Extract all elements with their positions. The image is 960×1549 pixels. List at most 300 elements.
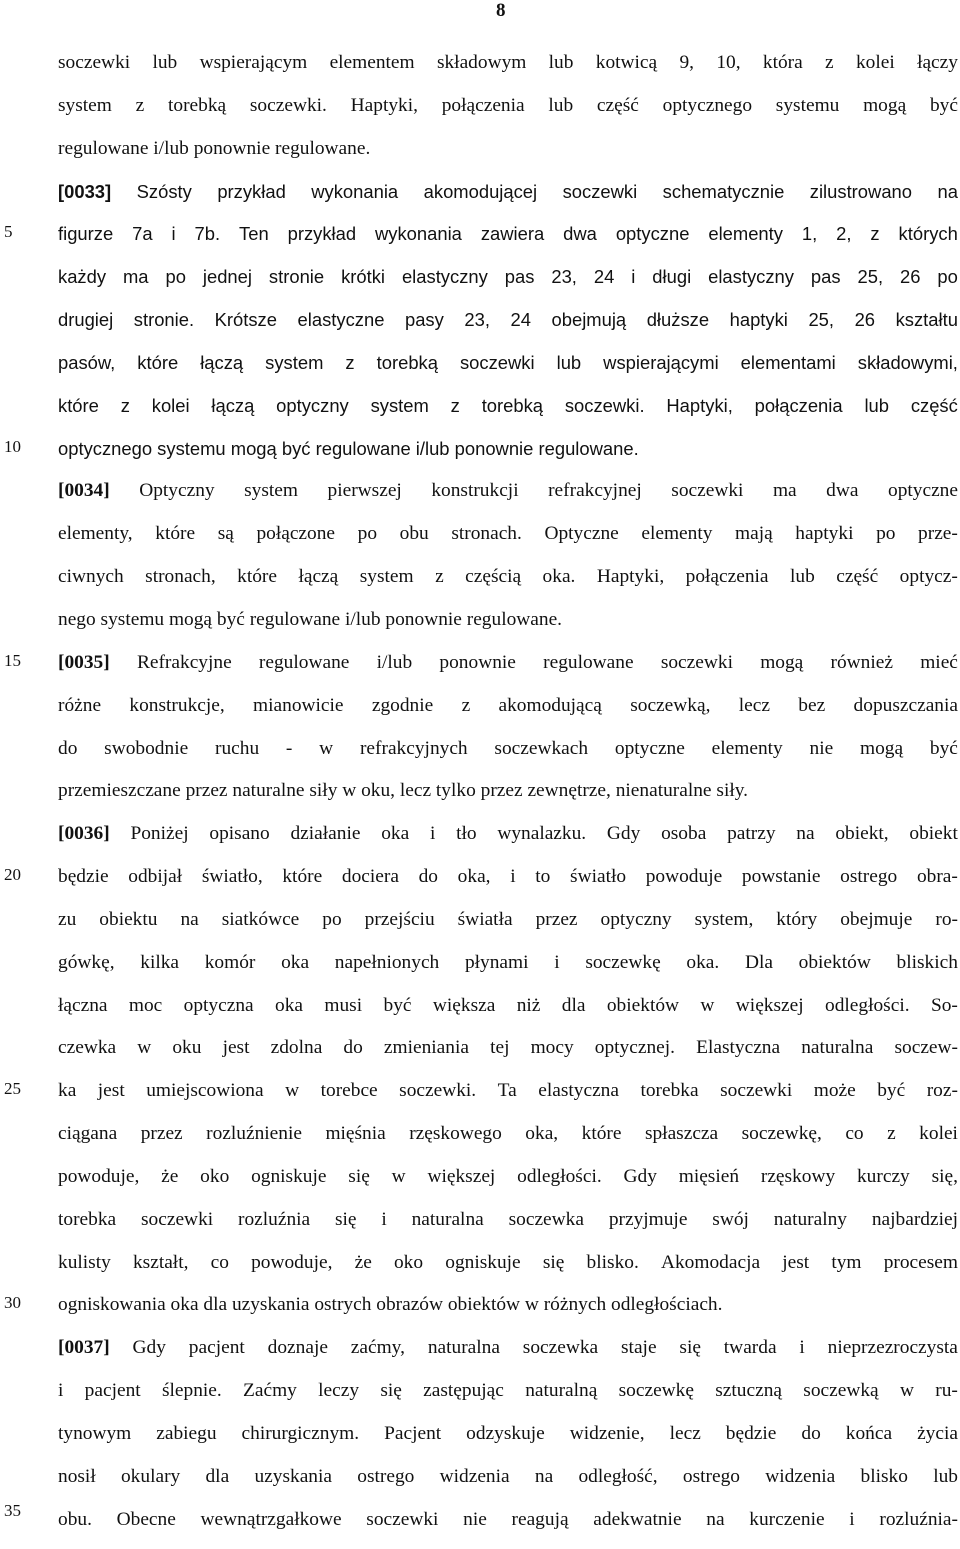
word: ka — [58, 1080, 77, 1102]
word: łączy — [917, 52, 958, 73]
word: po — [165, 266, 186, 288]
word: 24 — [510, 309, 531, 331]
paragraph-number: [0037] — [58, 1337, 110, 1359]
word: długi — [652, 266, 692, 288]
word: regulowane — [543, 651, 634, 673]
word: ponownie — [439, 651, 516, 673]
word: czewka — [58, 1037, 117, 1059]
word: i — [381, 1208, 387, 1230]
word: system — [244, 480, 298, 502]
word: z — [345, 351, 355, 373]
word: naturalna — [427, 1337, 500, 1359]
word: zilustrowano — [809, 180, 912, 202]
word: ruchu — [214, 737, 260, 759]
word: 23, — [464, 309, 490, 331]
word: Elastyczna — [696, 1037, 781, 1059]
word: być — [877, 1080, 906, 1102]
text-line — [58, 863, 958, 906]
word: widzenia — [765, 1465, 836, 1487]
text-line — [58, 1463, 958, 1506]
text-line — [58, 949, 958, 992]
word: elastyczny — [708, 266, 794, 288]
word: system — [58, 94, 112, 116]
word: na — [534, 1465, 554, 1487]
word: łączna — [58, 994, 108, 1016]
word: na — [706, 1508, 725, 1530]
word: 1, — [801, 223, 818, 245]
word: lub — [556, 351, 582, 373]
word: figurze — [58, 223, 114, 245]
word: dociera — [341, 866, 399, 888]
line-number: 5 — [4, 222, 13, 241]
word: których — [898, 223, 958, 245]
word: Pacjent — [384, 1423, 442, 1444]
word: z — [461, 694, 471, 716]
word: oka — [281, 951, 310, 973]
word: część — [910, 394, 958, 416]
word: i — [631, 266, 636, 288]
word: po — [876, 523, 896, 545]
word: patrzy — [727, 823, 776, 845]
word: mieć — [920, 651, 958, 673]
word: światła — [457, 908, 513, 930]
word: łączą — [211, 394, 255, 416]
text-line — [58, 992, 958, 1035]
word: soczewka — [508, 1208, 584, 1230]
word: soczewki — [141, 1208, 214, 1230]
word: który — [776, 908, 818, 930]
text-line — [58, 1249, 958, 1292]
word: w — [319, 737, 334, 759]
word: się — [348, 1165, 370, 1187]
word: mięsień — [678, 1165, 740, 1187]
word: oka, — [525, 1123, 559, 1145]
word: kurczy — [856, 1165, 910, 1187]
word: zdolna — [270, 1037, 323, 1059]
word: do — [418, 866, 438, 888]
word: się — [679, 1337, 701, 1359]
word: mogą — [760, 651, 804, 673]
word: lub — [548, 94, 574, 116]
word: torebką — [376, 351, 438, 373]
word: mają — [735, 523, 773, 545]
word: optyczne — [614, 737, 685, 759]
word: nie — [809, 737, 834, 759]
word: mięśnia — [325, 1123, 386, 1145]
word: optyczne — [888, 480, 958, 502]
word: i — [510, 866, 516, 888]
word: odległość, — [578, 1465, 658, 1487]
word: przykład — [217, 180, 286, 202]
word: z — [120, 394, 130, 416]
word: ru- — [935, 1380, 958, 1402]
paragraph-number: [0034] — [58, 480, 110, 502]
word: procesem — [883, 1251, 958, 1273]
word: tym — [831, 1251, 862, 1273]
word: być — [929, 94, 958, 116]
text-line — [58, 906, 958, 949]
word: nieprzezroczysta — [827, 1337, 958, 1359]
text-line — [58, 135, 958, 178]
line-text: nego systemu mogą być regulowane i/lub ponownie regulowane. — [58, 608, 563, 630]
text-line — [58, 435, 958, 478]
word: Poniżej — [130, 823, 189, 845]
word: różne — [58, 694, 102, 716]
word: optycz- — [899, 566, 958, 588]
text-line — [58, 735, 958, 778]
word: i/lub — [376, 651, 413, 673]
word: Gdy — [623, 1165, 657, 1187]
word: światło, — [201, 866, 263, 888]
word: optyczne — [615, 223, 690, 245]
word: kolei — [919, 1123, 958, 1145]
word: prze- — [918, 523, 958, 545]
word: torebką — [167, 94, 227, 116]
word: które — [581, 1123, 622, 1145]
page-number: 8 — [496, 0, 506, 21]
word: połączenia — [754, 394, 843, 416]
word: widzenie, — [569, 1423, 645, 1444]
text-line — [58, 692, 958, 735]
word: przejściu — [364, 908, 435, 930]
line-text: ogniskowania oka dla uzyskania ostrych obrazów obiektów w różnych odległościach. — [58, 1294, 723, 1316]
word: połączone — [256, 523, 336, 545]
word: są — [217, 523, 234, 545]
word: 23, — [551, 266, 577, 288]
word: rzęskowy — [760, 1165, 836, 1187]
word: sztuczną — [715, 1380, 783, 1402]
word: pas — [810, 266, 841, 288]
word: system, — [694, 908, 754, 930]
word: zawiera — [480, 223, 545, 245]
word: zu — [58, 908, 77, 930]
word: będzie — [58, 866, 109, 888]
word: soczewki — [58, 52, 131, 73]
word: drugiej — [58, 309, 114, 331]
word: łączą — [200, 351, 244, 373]
word: przykład — [287, 223, 357, 245]
word: z — [887, 1123, 896, 1145]
word: i — [429, 823, 436, 845]
word: obiektów — [798, 951, 871, 973]
word: rozluźnienie — [206, 1123, 302, 1145]
word: roz- — [926, 1080, 958, 1102]
line-number: 20 — [4, 865, 21, 884]
word: adekwatnie — [593, 1508, 682, 1530]
word: oka. — [542, 566, 576, 588]
word: która — [762, 52, 803, 73]
line-number: 10 — [4, 437, 21, 456]
word: torebce — [320, 1080, 378, 1102]
word: się — [334, 1208, 357, 1230]
word: kurczenie — [749, 1508, 825, 1530]
word: soczewki — [459, 351, 535, 373]
word: przez — [140, 1123, 183, 1145]
word: na — [180, 908, 199, 930]
word: elementy, — [58, 523, 133, 545]
text-line — [58, 1377, 958, 1420]
word: w — [391, 1165, 406, 1187]
word: nie — [463, 1508, 487, 1530]
word: obu — [399, 523, 429, 545]
line-text: regulowane i/lub ponownie regulowane. — [58, 137, 371, 159]
word: składowym — [436, 52, 527, 73]
word: oka — [381, 823, 410, 845]
word: w — [700, 994, 715, 1016]
word: widzenia — [439, 1465, 510, 1487]
word: Dla — [744, 951, 773, 973]
word: soczewki — [562, 180, 638, 202]
paragraph-number: [0036] — [58, 823, 110, 845]
word: uzyskania — [254, 1465, 332, 1487]
word: blisko — [860, 1465, 908, 1487]
word: dla — [205, 1465, 230, 1487]
word: napełnionych — [334, 951, 440, 973]
word: że — [161, 1165, 179, 1187]
word: może — [813, 1080, 856, 1102]
word: kulisty — [58, 1251, 111, 1273]
word: soczewki — [366, 1508, 439, 1530]
word: pasy — [404, 309, 444, 331]
word: soczewki. — [564, 394, 645, 416]
word: ma — [772, 480, 797, 502]
word: krótki — [341, 266, 386, 288]
word: akomodującą — [498, 694, 602, 716]
word: odległości. — [517, 1165, 602, 1187]
word: które — [155, 523, 196, 545]
word: komór — [204, 951, 256, 973]
word: soczewki — [671, 480, 744, 502]
word: pasów, — [58, 351, 116, 373]
word: torebka — [58, 1208, 117, 1230]
word: w — [285, 1080, 300, 1102]
word: każdy — [58, 266, 107, 288]
word: wewnątrzgałkowe — [200, 1508, 342, 1530]
word: połączenia — [441, 94, 525, 116]
word: soczewkę — [585, 951, 661, 973]
word: stronie — [268, 266, 325, 288]
word: 7a — [132, 223, 153, 245]
word: końca — [845, 1423, 893, 1444]
word: wspierającym — [199, 52, 308, 73]
word: Optyczny — [139, 480, 215, 502]
word: stronach, — [145, 566, 216, 588]
word: 26 — [900, 266, 921, 288]
word: akomodującej — [423, 180, 538, 202]
word: system — [370, 394, 429, 416]
text-line — [58, 92, 958, 135]
word: pacjent — [188, 1337, 245, 1359]
word: się, — [931, 1165, 958, 1187]
word: z — [870, 223, 880, 245]
word: oka, — [457, 866, 491, 888]
word: po — [357, 523, 378, 545]
paragraph-start-line — [58, 1334, 958, 1377]
word: schematycznie — [662, 180, 785, 202]
word: odległości. — [825, 994, 910, 1016]
word: soczewki — [660, 651, 733, 673]
word: mocy — [530, 1037, 574, 1059]
word: wspierającymi — [603, 351, 719, 373]
word: obiektów — [606, 994, 680, 1016]
paragraph-start-line — [58, 820, 958, 863]
line-text: optycznego systemu mogą być regulowane i/lub ponownie regulowane. — [58, 437, 639, 459]
word: Ta — [497, 1080, 517, 1102]
word: część — [836, 566, 879, 588]
word: Zaćmy — [243, 1380, 297, 1402]
word: reagują — [511, 1508, 569, 1530]
word: elementy — [711, 737, 783, 759]
word: światło — [570, 866, 627, 888]
word: refrakcyjnych — [359, 737, 468, 759]
word: które — [237, 566, 277, 588]
word: do — [343, 1037, 363, 1059]
word: elementami — [740, 351, 836, 373]
document-body — [58, 49, 958, 1549]
word: dwa — [563, 223, 597, 245]
word: umiejscowiona — [146, 1080, 264, 1102]
text-line — [58, 306, 958, 349]
word: obiektu — [99, 908, 158, 930]
word: dopuszczania — [853, 694, 958, 716]
word: kilka — [140, 951, 180, 973]
word: które — [58, 394, 99, 416]
word: soczew- — [894, 1037, 958, 1059]
word: system — [265, 351, 324, 373]
word: stronach. — [451, 523, 522, 545]
word: leczy — [318, 1380, 360, 1402]
word: lub — [864, 394, 889, 416]
paragraph-start-line — [58, 649, 958, 692]
word: zmieniania — [383, 1037, 469, 1059]
word: 25, — [808, 309, 835, 331]
word: tynowym — [58, 1423, 132, 1444]
word: będzie — [725, 1423, 777, 1444]
word: refrakcyjnej — [548, 480, 642, 502]
word: i — [554, 951, 560, 973]
paragraph-number: [0033] — [58, 180, 112, 202]
word: pierwszej — [327, 480, 402, 502]
word: regulowane — [258, 651, 350, 673]
word: spłaszcza — [644, 1123, 719, 1145]
word: co — [845, 1123, 864, 1145]
word: bez — [798, 694, 826, 716]
word: powoduje — [645, 866, 723, 888]
word: ostrego — [840, 866, 898, 888]
word: odbijał — [128, 866, 183, 888]
word: to — [535, 866, 551, 888]
word: jest — [97, 1080, 125, 1102]
word: zaćmy, — [350, 1337, 405, 1359]
word: z — [435, 566, 444, 588]
word: po — [937, 266, 958, 288]
word: konstrukcji — [431, 480, 519, 502]
word: niż — [516, 994, 541, 1016]
word: i — [799, 1337, 805, 1359]
word: soczewkę — [618, 1380, 694, 1402]
word: kotwicą — [595, 52, 658, 73]
word: Refrakcyjne — [136, 651, 232, 673]
word: So- — [930, 994, 958, 1016]
word: soczewki — [720, 1080, 793, 1102]
word: elastyczne — [297, 309, 385, 331]
word: jest — [782, 1251, 810, 1273]
word: osoba — [661, 823, 707, 845]
word: z — [825, 52, 834, 73]
word: Ten — [239, 223, 269, 245]
word: rzęskowego — [409, 1123, 502, 1145]
word: opisano — [209, 823, 270, 845]
word: Szósty — [136, 180, 192, 202]
word: elastyczna — [538, 1080, 619, 1102]
word: życia — [917, 1423, 958, 1444]
word: lub — [548, 52, 574, 73]
word: kolei — [855, 52, 895, 73]
word: soczewki. — [249, 94, 327, 116]
word: Obecne — [116, 1508, 176, 1530]
word: być — [929, 737, 958, 759]
word: jednej — [202, 266, 252, 288]
word: lub — [152, 52, 178, 73]
word: Gdy — [132, 1337, 166, 1359]
word: również — [830, 651, 893, 673]
word: swobodnie — [104, 737, 189, 759]
word: konstrukcje, — [129, 694, 225, 716]
text-line — [58, 1034, 958, 1077]
word: lub — [790, 566, 815, 588]
word: musi — [324, 994, 363, 1016]
word: obejmuje — [840, 908, 913, 930]
line-number: 25 — [4, 1079, 21, 1098]
paragraph-number: [0035] — [58, 651, 110, 673]
word: się — [542, 1251, 565, 1273]
word: przyjmuje — [608, 1208, 688, 1230]
word: zgodnie — [371, 694, 434, 716]
word: okulary — [120, 1465, 181, 1487]
text-line — [58, 392, 958, 435]
word: optyczny — [276, 394, 349, 416]
word: torebka — [640, 1080, 699, 1102]
word: na — [937, 180, 958, 202]
word: 10, — [716, 52, 741, 73]
word: lecz — [669, 1423, 701, 1444]
word: być — [383, 994, 412, 1016]
word: do — [801, 1423, 821, 1444]
word: - — [285, 737, 293, 759]
word: oko — [200, 1165, 230, 1187]
word: oka. — [686, 951, 720, 973]
word: naturalna — [411, 1208, 484, 1230]
word: Gdy — [606, 823, 641, 845]
word: powstanie — [741, 866, 821, 888]
word: optyczny — [600, 908, 672, 930]
word: elementy — [641, 523, 713, 545]
word: Haptyki, — [666, 394, 733, 416]
word: składowymi, — [857, 351, 958, 373]
word: twarda — [723, 1337, 777, 1359]
word: przez — [535, 908, 578, 930]
word: obu. — [58, 1508, 92, 1530]
word: i — [849, 1508, 855, 1530]
word: 26 — [854, 309, 876, 331]
word: obejmują — [551, 309, 627, 331]
word: Krótsze — [214, 309, 277, 331]
word: pacjent — [84, 1380, 141, 1402]
word: nosił — [58, 1465, 96, 1487]
word: częścią — [465, 566, 522, 588]
word: wykonania — [311, 180, 399, 202]
text-line — [58, 1077, 958, 1120]
